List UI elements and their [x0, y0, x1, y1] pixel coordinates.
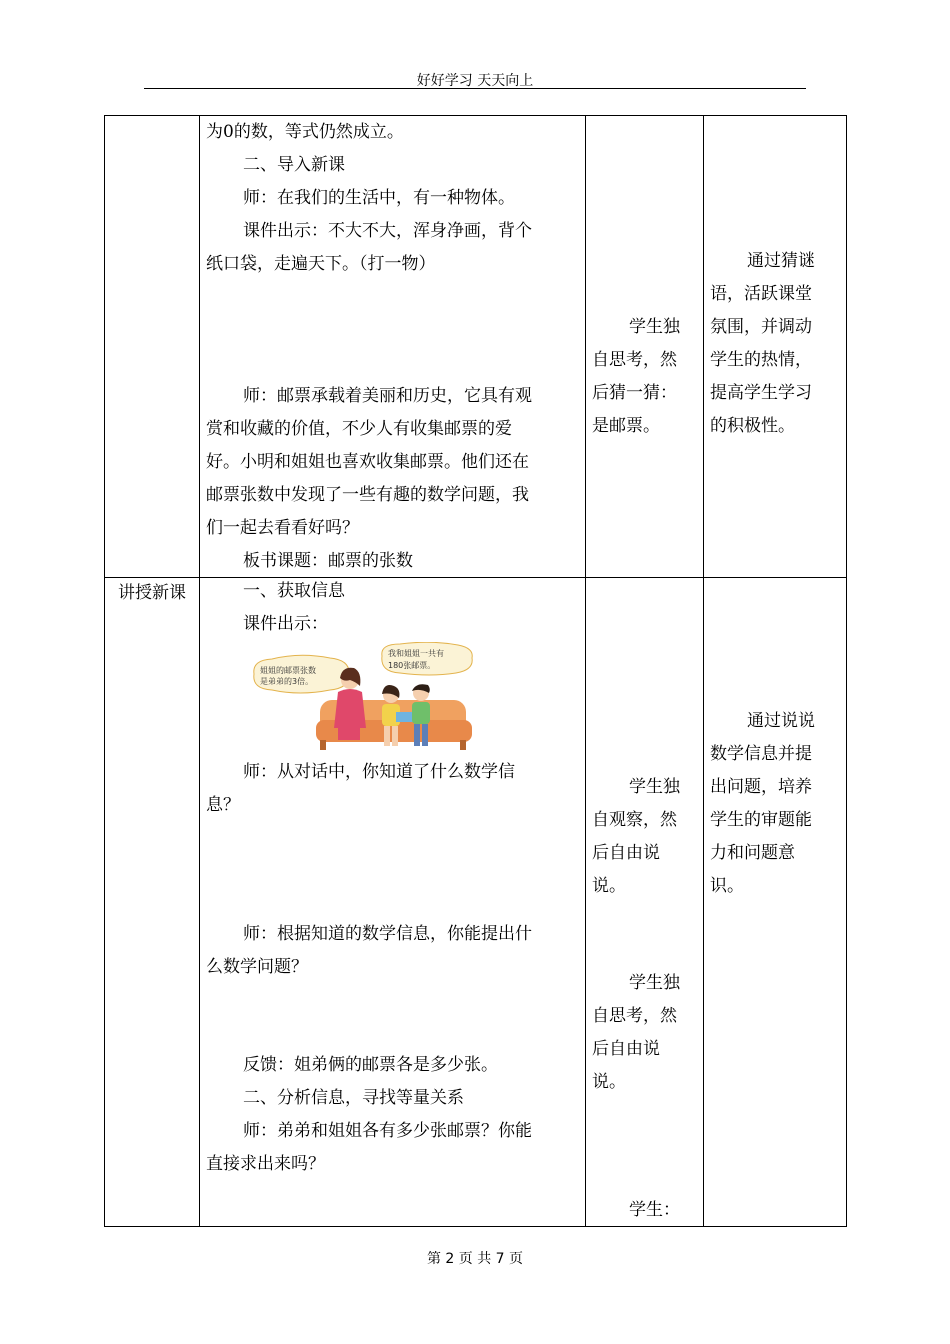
text-line: 学生的热情，: [710, 350, 812, 370]
text-line: 纸口袋，走遍天下。（打一物）: [206, 254, 436, 274]
boy-body: [412, 702, 430, 724]
student-activity-cell: [586, 578, 704, 1227]
girl-leg: [392, 726, 398, 746]
mother-skirt: [338, 728, 360, 740]
teacher-activity-cell: [200, 116, 586, 578]
text-line: 学生：: [629, 1200, 680, 1220]
text-line: 们一起去看看好吗？: [206, 518, 359, 538]
text-line: 自思考，然: [592, 350, 677, 370]
text-line: 学生的审题能: [710, 810, 812, 830]
text-line: 师：从对话中，你知道了什么数学信: [243, 762, 515, 782]
text-line: 学生独: [629, 777, 680, 797]
family-sofa-illustration: [250, 642, 480, 754]
text-line: 自思考，然: [592, 1006, 677, 1026]
stage-label: 讲授新课: [118, 583, 186, 603]
text-line: 通过猜谜: [747, 251, 815, 271]
bubble-left-line-1: 姐姐的邮票张数: [260, 666, 316, 675]
text-line: 师：根据知道的数学信息，你能提出什: [243, 924, 532, 944]
text-line: 说。: [592, 1072, 626, 1092]
text-line: 课件出示：: [243, 614, 328, 634]
page-header: 好好学习 天天向上: [416, 73, 534, 89]
section-heading: 二、分析信息，寻找等量关系: [243, 1088, 464, 1108]
stage-cell: [105, 578, 200, 1227]
text-line: 的积极性。: [710, 416, 795, 436]
boy-leg: [414, 724, 420, 746]
text-line: 师：邮票承载着美丽和历史，它具有观: [243, 386, 532, 406]
text-line: 师：在我们的生活中，有一种物体。: [243, 188, 515, 208]
text-line: 数学信息并提: [710, 744, 812, 764]
text-line: 学生独: [629, 973, 680, 993]
text-line: 出问题，培养: [710, 777, 812, 797]
bubble-right-line-1: 我和姐姐一共有: [388, 649, 444, 658]
text-line: 息？: [206, 795, 240, 815]
stage-cell: [105, 116, 200, 578]
text-line: 力和问题意: [710, 843, 795, 863]
table-row: [105, 116, 847, 578]
page-footer: 第 2 页 共 7 页: [426, 1251, 524, 1267]
bubble-right-line-2: 180张邮票。: [388, 661, 436, 670]
text-line: 师：弟弟和姐姐各有多少张邮票？你能: [243, 1121, 532, 1141]
text-line: 说。: [592, 876, 626, 896]
section-heading: 一、获取信息: [243, 581, 345, 601]
text-line: 是邮票。: [592, 416, 660, 436]
text-line: 课件出示：不大不大，浑身净画，背个: [243, 221, 532, 241]
stage-label: [105, 116, 199, 118]
teacher-activity-cell: [200, 578, 586, 1227]
text-line: 后猜一猜：: [592, 383, 677, 403]
text-line: 后自由说: [592, 843, 660, 863]
dialogue-illustration: [250, 642, 480, 754]
sofa-leg: [460, 740, 466, 750]
sofa-leg: [320, 740, 326, 750]
text-line: 学生独: [629, 317, 680, 337]
section-heading: 二、导入新课: [243, 155, 345, 175]
header-divider: [144, 88, 806, 89]
text-line: 直接求出来吗？: [206, 1154, 325, 1174]
text-line: 么数学问题？: [206, 957, 308, 977]
lesson-plan-table: [104, 115, 847, 1227]
text-line: 反馈：姐弟俩的邮票各是多少张。: [243, 1055, 498, 1075]
bubble-left-line-2: 是弟弟的3倍。: [260, 677, 314, 686]
text-line: 氛围，并调动: [710, 317, 812, 337]
speech-bubble-right: [382, 642, 472, 675]
design-intent-cell: [704, 116, 847, 578]
table-row: [105, 578, 847, 1227]
text-line: 通过说说: [747, 711, 815, 731]
text-line: 邮票张数中发现了一些有趣的数学问题，我: [206, 485, 529, 505]
girl-leg: [384, 726, 390, 746]
design-intent-cell: [704, 578, 847, 1227]
boy-leg: [422, 724, 428, 746]
text-line: 识。: [710, 876, 744, 896]
mother-body: [334, 689, 366, 728]
text-line: 自观察，然: [592, 810, 677, 830]
text-line: 语，活跃课堂: [710, 284, 812, 304]
student-activity-cell: [586, 116, 704, 578]
text-line: 板书课题：邮票的张数: [243, 551, 413, 571]
text-line: 赏和收藏的价值，不少人有收集邮票的爱: [206, 419, 512, 439]
text-line: 提高学生学习: [710, 383, 812, 403]
text-line: 好。小明和姐姐也喜欢收集邮票。他们还在: [206, 452, 529, 472]
text-line: 后自由说: [592, 1039, 660, 1059]
text-line: 为0的数，等式仍然成立。: [206, 122, 404, 142]
